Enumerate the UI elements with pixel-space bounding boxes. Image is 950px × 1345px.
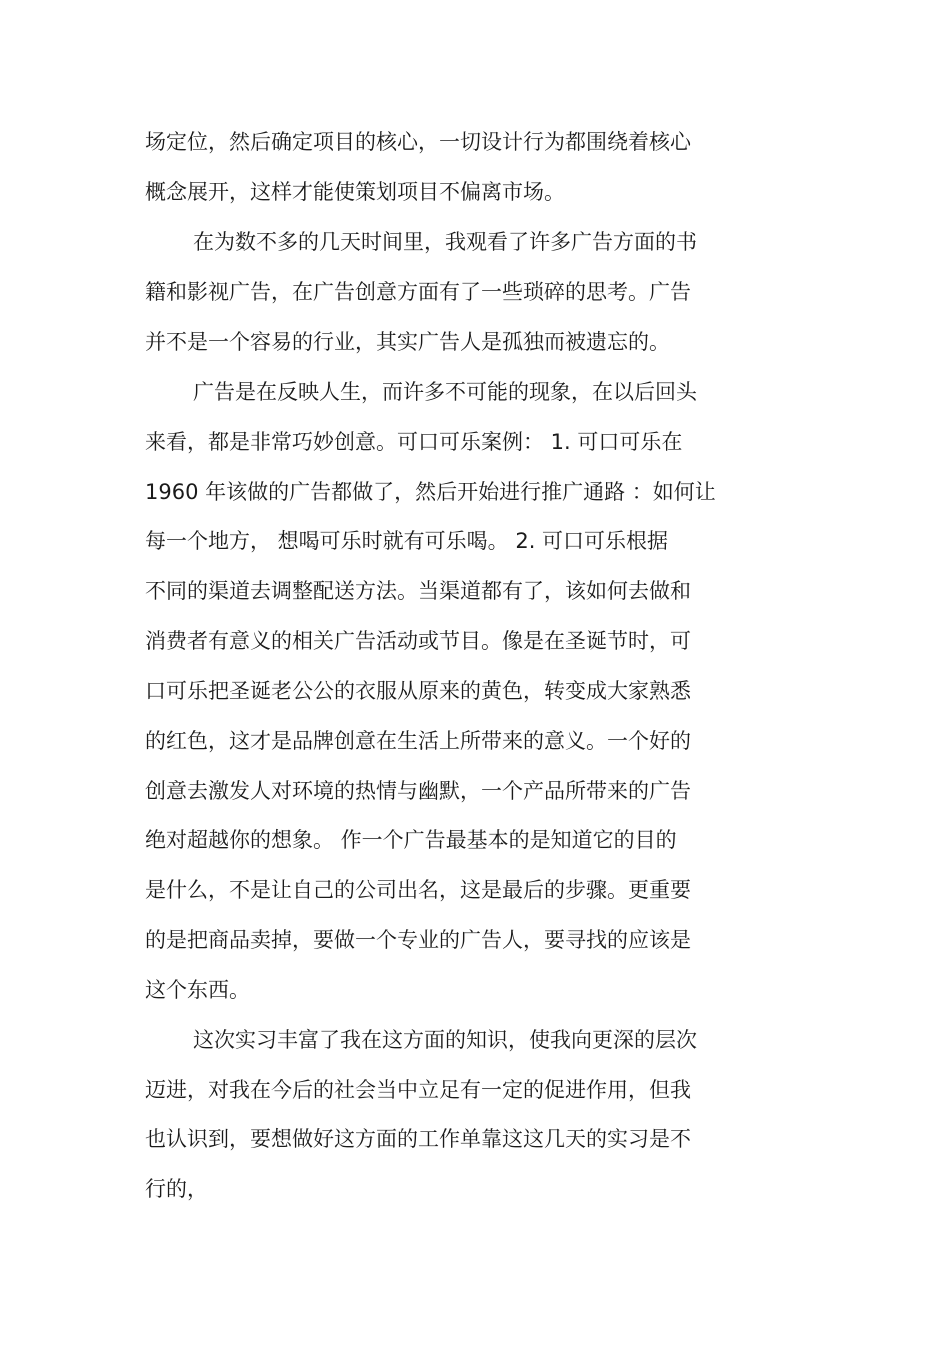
text-line: 籍和影视广告，在广告创意方面有了一些琐碎的思考。广告 [145,280,691,304]
text-line: 消费者有意义的相关广告活动或节目。像是在圣诞节时，可 [145,629,691,653]
text-line: 是什么，不是让自己的公司出名，这是最后的步骤。更重要 [145,878,691,902]
text-line: 不同的渠道去调整配送方法。当渠道都有了，该如何去做和 [145,579,691,603]
text-line: 的红色，这才是品牌创意在生活上所带来的意义。一个好的 [145,729,691,753]
text-line: 每一个地方， 想喝可乐时就有可乐喝。 2. 可口可乐根据 [145,529,669,553]
text-line: 概念展开，这样才能使策划项目不偏离市场。 [145,180,565,204]
text-line: 迈进，对我在今后的社会当中立足有一定的促进作用，但我 [145,1078,691,1102]
text-line: 的是把商品卖掉，要做一个专业的广告人，要寻找的应该是 [145,928,691,952]
paragraph-start-line: 广告是在反映人生，而许多不可能的现象，在以后回头 [193,380,697,404]
paragraph-start-line: 在为数不多的几天时间里，我观看了许多广告方面的书 [193,230,697,254]
text-line: 口可乐把圣诞老公公的衣服从原来的黄色，转变成大家熟悉 [145,679,691,703]
text-line: 行的， [145,1177,208,1201]
text-line: 场定位，然后确定项目的核心，一切设计行为都围绕着核心 [145,130,691,154]
text-line: 创意去激发人对环境的热情与幽默，一个产品所带来的广告 [145,779,691,803]
text-line: 也认识到，要想做好这方面的工作单靠这这几天的实习是不 [145,1127,691,1151]
text-line: 并不是一个容易的行业，其实广告人是孤独而被遗忘的。 [145,330,670,354]
paragraph-start-line: 这次实习丰富了我在这方面的知识，使我向更深的层次 [193,1028,697,1052]
text-line: 1960 年该做的广告都做了，然后开始进行推广通路 ：如何让 [145,480,716,504]
text-line: 来看，都是非常巧妙创意。可口可乐案例： 1. 可口可乐在 [145,430,683,454]
text-line: 绝对超越你的想象。 作一个广告最基本的是知道它的目的 [145,828,677,852]
text-line: 这个东西。 [145,978,250,1002]
